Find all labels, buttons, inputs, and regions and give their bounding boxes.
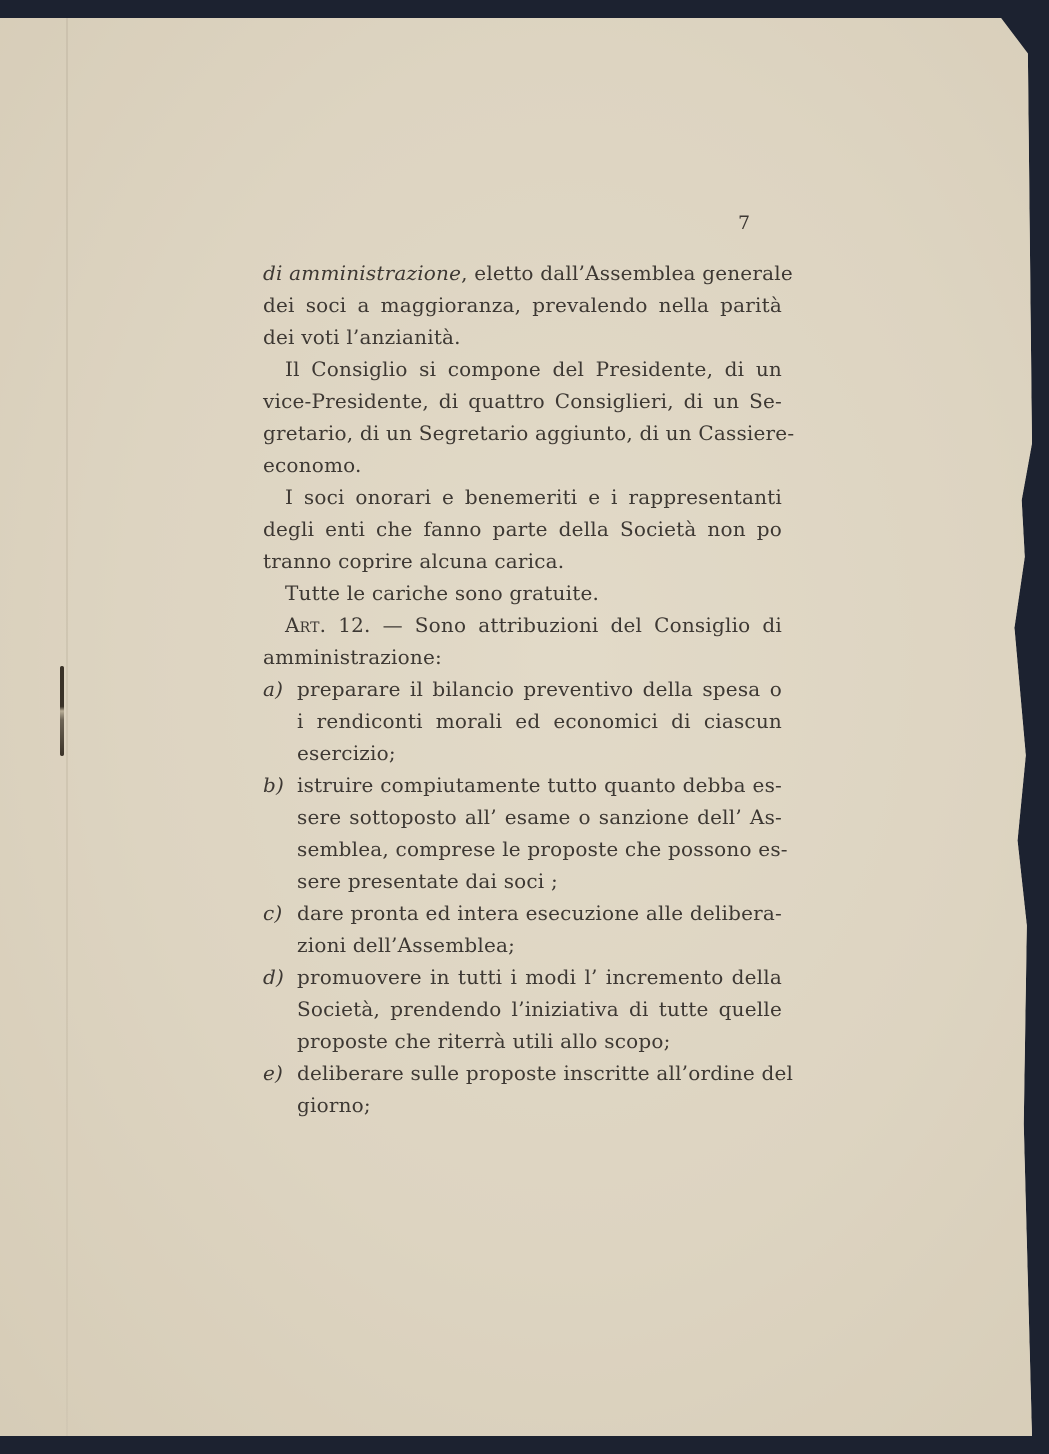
list-item-line: Società, prendendo l’iniziativa di tutte quelle [297, 997, 782, 1021]
text-line: dei soci a maggioranza, prevalendo nella parità [263, 293, 782, 317]
text-line: degli enti che fanno parte della Società non po [263, 517, 782, 541]
list-item-label: b) [263, 773, 285, 797]
page-number: 7 [738, 212, 751, 234]
text-line: vice-Presidente, di quattro Consiglieri, di un Se- [263, 389, 782, 413]
list-item-line: sere sottoposto all’ esame o sanzione dell’ As- [297, 805, 782, 829]
text-line: amministrazione: [263, 645, 442, 669]
text-line: di amministrazione, eletto dall’Assemblea generale [263, 261, 793, 285]
list-item-line: istruire compiutamente tutto quanto debba es- [297, 773, 782, 797]
paragraph-start: I soci onorari e benemeriti e i rappresentanti [285, 485, 782, 509]
list-item-line: semblea, comprese le proposte che possono es- [297, 837, 788, 861]
text-line: economo. [263, 453, 362, 477]
list-item-label: d) [263, 965, 285, 989]
list-item-line: giorno; [297, 1093, 371, 1117]
list-item-line: proposte che riterrà utili allo scopo; [297, 1029, 671, 1053]
binding-staple [60, 666, 64, 756]
list-item-label: c) [263, 901, 283, 925]
list-item-label: e) [263, 1061, 284, 1085]
italic-phrase: di amministrazione [263, 261, 462, 285]
text-line: dei voti l’anzianità. [263, 325, 461, 349]
list-item-line: dare pronta ed intera esecuzione alle delibera- [297, 901, 782, 925]
text-line: tranno coprire alcuna carica. [263, 549, 565, 573]
list-item-line: preparare il bilancio preventivo della spesa o [297, 677, 782, 701]
text-line: gretario, di un Segretario aggiunto, di un Cassiere- [263, 421, 795, 445]
list-item-line: i rendiconti morali ed economici di ciascun [297, 709, 782, 733]
paragraph-start: Il Consiglio si compone del Presidente, di un [285, 357, 782, 381]
list-item-line: promuovere in tutti i modi l’ incremento della [297, 965, 782, 989]
list-item-line: deliberare sulle proposte inscritte all’ordine del [297, 1061, 794, 1085]
list-item-label: a) [263, 677, 284, 701]
list-item-line: zioni dell’Assemblea; [297, 933, 516, 957]
list-item-line: esercizio; [297, 741, 396, 765]
article-number: Art. 12. [285, 613, 371, 637]
article-heading: Art. 12. — Sono attribuzioni del Consiglio di [285, 613, 782, 637]
binding-fold [66, 18, 68, 1436]
list-item-line: sere presentate dai soci ; [297, 869, 558, 893]
paragraph-start: Tutte le cariche sono gratuite. [285, 581, 600, 605]
